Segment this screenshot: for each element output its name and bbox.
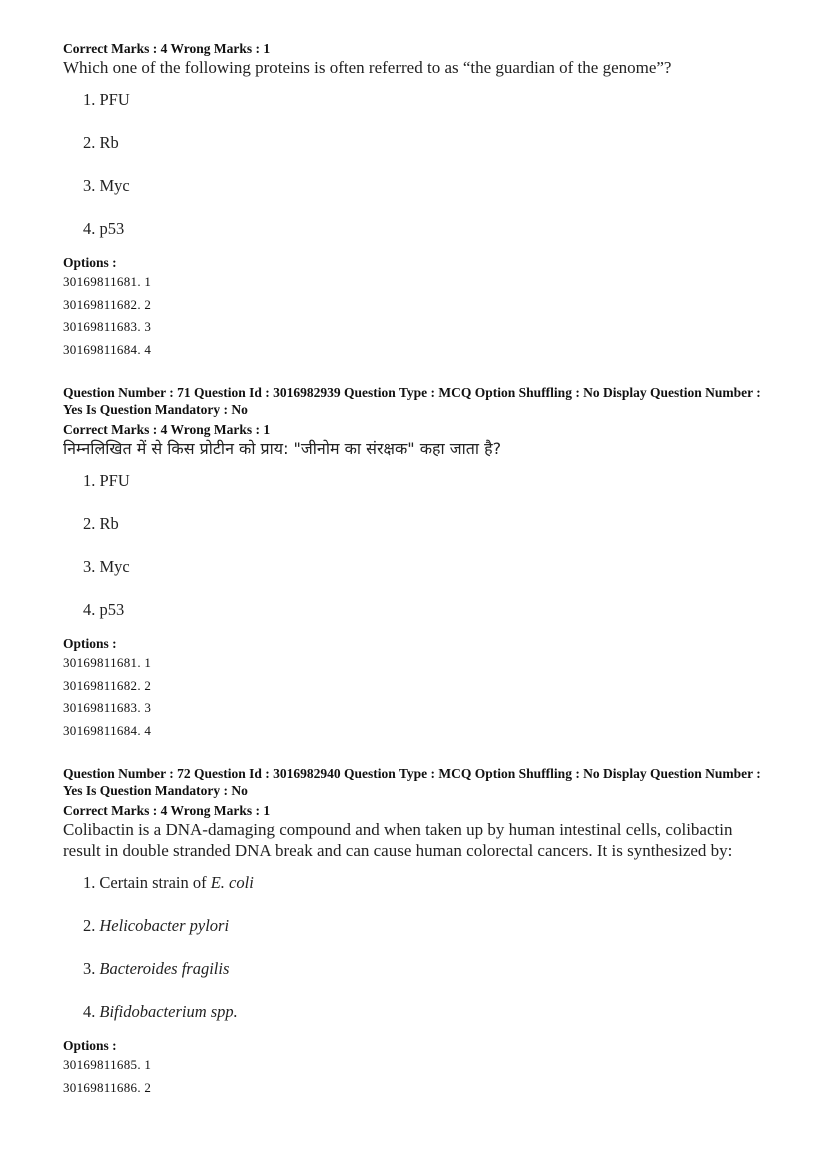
question-text: Which one of the following proteins is often referred to as “the guardian of the genome”? [63,58,672,77]
option-id-row: 30169811684. 4 [63,722,152,738]
choice-list [63,89,763,261]
options-label: Options : [63,1038,117,1053]
spacer [63,361,763,384]
spacer [63,742,763,765]
marks-line: Correct Marks : 4 Wrong Marks : 1 [63,422,271,437]
option-id-row: 30169811681. 1 [63,655,152,670]
marks-line: Correct Marks : 4 Wrong Marks : 1 [63,41,271,56]
question-71-block [63,384,763,742]
choice-item: 3. Myc [83,557,130,576]
marks-line: Correct Marks : 4 Wrong Marks : 1 [63,803,271,818]
question-text: निम्नलिखित में से किस प्रोटीन को प्राय: "जीनोम का संरक्षक" कहा जाता है? [63,439,502,458]
choice-italic-text: Helicobacter pylori [99,916,230,935]
choice-italic-text: Bifidobacterium spp. [99,1002,238,1021]
choice-item: 3. Myc [83,176,130,195]
choice-item: 1. PFU [83,471,130,490]
options-label: Options : [63,255,117,270]
choice-plain-text: Certain strain of [99,873,211,892]
choice-italic-text: E. coli [210,873,254,892]
question-72-block [63,765,763,1099]
option-id-row: 30169811682. 2 [63,296,152,312]
option-id-row: 30169811683. 3 [63,319,152,334]
choice-number: 3. [83,959,96,978]
choice-list [63,872,763,1044]
choice-number: 4. [83,1002,96,1021]
option-id-row: 30169811683. 3 [63,700,152,715]
choice-item: 4. p53 [83,219,125,238]
choice-number: 2. [83,916,96,935]
choice-item: 1. PFU [83,90,130,109]
option-id-row: 30169811681. 1 [63,274,152,289]
choice-item [83,958,763,1001]
question-header: Question Number : 71 Question Id : 3016982939 Question Type : MCQ Option Shuffling : No Display Question Number : Yes Is Question Mandatory : No [63,385,761,417]
question-header: Question Number : 72 Question Id : 3016982940 Question Type : MCQ Option Shuffling : No Display Question Number : Yes Is Question Mandatory : No [63,766,761,798]
choice-item [83,872,763,915]
choice-number: 1. [83,873,96,892]
options-label: Options : [63,636,117,651]
question-paper-page [63,40,763,1099]
option-id-row: 30169811682. 2 [63,677,152,693]
choice-italic-text: Bacteroides fragilis [99,959,230,978]
option-id-row: 30169811686. 2 [63,1079,152,1095]
question-text: Colibactin is a DNA-damaging compound and when taken up by human intestinal cells, colibactin result in double stranded DNA break and can cause human colorectal cancers. It is synthesized by: [63,820,733,860]
choice-item: 2. Rb [83,514,119,533]
question-70-block [63,40,763,361]
choice-item [83,915,763,958]
choice-list [63,470,763,642]
option-id-row: 30169811685. 1 [63,1057,152,1072]
choice-item: 4. p53 [83,600,125,619]
option-id-row: 30169811684. 4 [63,341,152,357]
choice-item: 2. Rb [83,133,119,152]
